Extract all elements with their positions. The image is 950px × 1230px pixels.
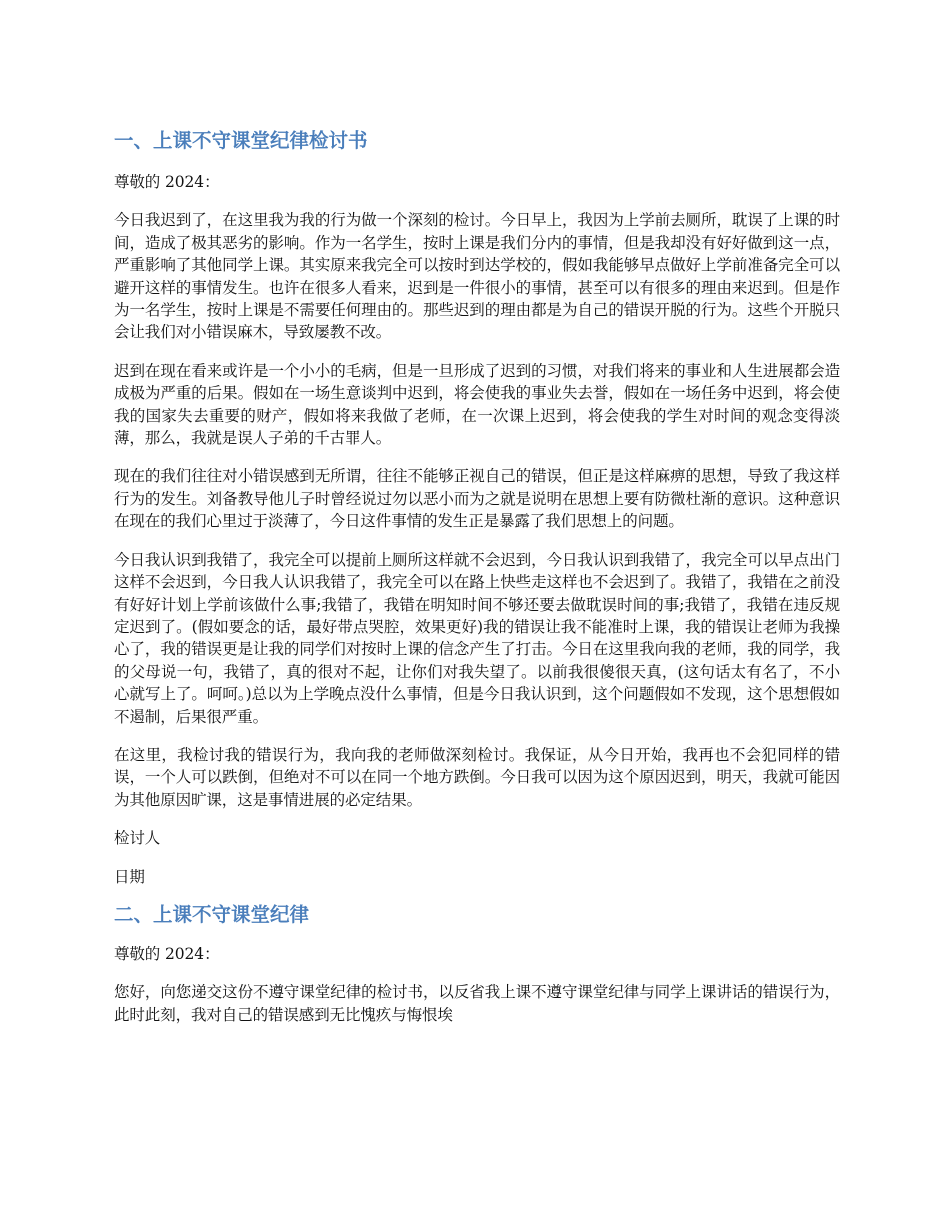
section-1-paragraph: 迟到在现在看来或许是一个小小的毛病，但是一旦形成了迟到的习惯，对我们将来的事业和人生进展都会造成极为严重的后果。假如在一场生意谈判中迟到，将会使我的事业失去誉，假如在一场任务中迟到，将会使我的国家失去重要的财产，假如将来我做了老师，在一次课上迟到，将会使我的学生对时间的观念变得淡薄，那么，我就是误人子弟的千古罪人。 <box>114 361 840 448</box>
section-2-heading: 二、上课不守课堂纪律 <box>114 902 310 926</box>
section-1-salutation: 尊敬的 2024： <box>114 173 220 191</box>
signoff-reviewer: 检讨人 <box>114 829 161 848</box>
section-1-paragraph: 今日我迟到了，在这里我为我的行为做一个深刻的检讨。今日早上，我因为上学前去厕所，耽误了上课的时间，造成了极其恶劣的影响。作为一名学生，按时上课是我们分内的事情，但是我却没有好好做到这一点，严重影响了其他同学上课。其实原来我完全可以按时到达学校的，假如我能够早点做好上学前准备完全可以避开这样的事情发生。也许在很多人看来，迟到是一件很小的事情，甚至可以有很多的理由来迟到。但是作为一名学生，按时上课是不需要任何理由的。那些迟到的理由都是为自己的错误开脱的行为。这些个开脱只会让我们对小错误麻木，导致屡教不改。 <box>114 211 840 342</box>
section-1-paragraph: 现在的我们往往对小错误感到无所谓，往往不能够正视自己的错误，但正是这样麻痹的思想，导致了我这样行为的发生。刘备教导他儿子时曾经说过勿以恶小而为之就是说明在思想上要有防微杜渐的意识。这种意识在现在的我们心里过于淡薄了，今日这件事情的发生正是暴露了我们思想上的问题。 <box>114 467 840 531</box>
section-2-salutation: 尊敬的 2024： <box>114 944 220 963</box>
signoff-date: 日期 <box>114 867 145 886</box>
section-1-paragraph: 今日我认识到我错了，我完全可以提前上厕所这样就不会迟到，今日我认识到我错了，我完全可以早点出门这样不会迟到，今日我人认识我错了，我完全可以在路上快些走这样也不会迟到了。我错了，我错在之前没有好好计划上学前该做什么事;我错了，我错在明知时间不够还要去做耽误时间的事;我错了，我错在违反规定迟到了。(假如要念的话，最好带点哭腔，效果更好)我的错误让我不能准时上课，我的错误让老师为我操心了，我的错误更是让我的同学们对按时上课的信念产生了打击。今日在这里我向我的老师，我的同学，我的父母说一句，我错了，真的很对不起，让你们对我失望了。以前我很傻很天真，(这句话太有名了，不小心就写上了。呵呵。)总以为上学晚点没什么事情，但是今日我认识到，这个问题假如不发现，这个思想假如不遏制，后果很严重。 <box>114 550 840 726</box>
section-2-paragraph: 您好，向您递交这份不遵守课堂纪律的检讨书，以反省我上课不遵守课堂纪律与同学上课讲话的错误行为，此时此刻，我对自己的错误感到无比愧疚与悔恨埃 <box>114 983 840 1024</box>
section-1-heading: 一、上课不守课堂纪律检讨书 <box>114 129 368 152</box>
section-1-paragraph: 在这里，我检讨我的错误行为，我向我的老师做深刻检讨。我保证，从今日开始，我再也不会犯同样的错误，一个人可以跌倒，但绝对不可以在同一个地方跌倒。今日我可以因为这个原因迟到，明天，我就可能因为其他原因旷课，这是事情进展的必定结果。 <box>114 745 840 809</box>
document-page <box>114 126 840 1026</box>
